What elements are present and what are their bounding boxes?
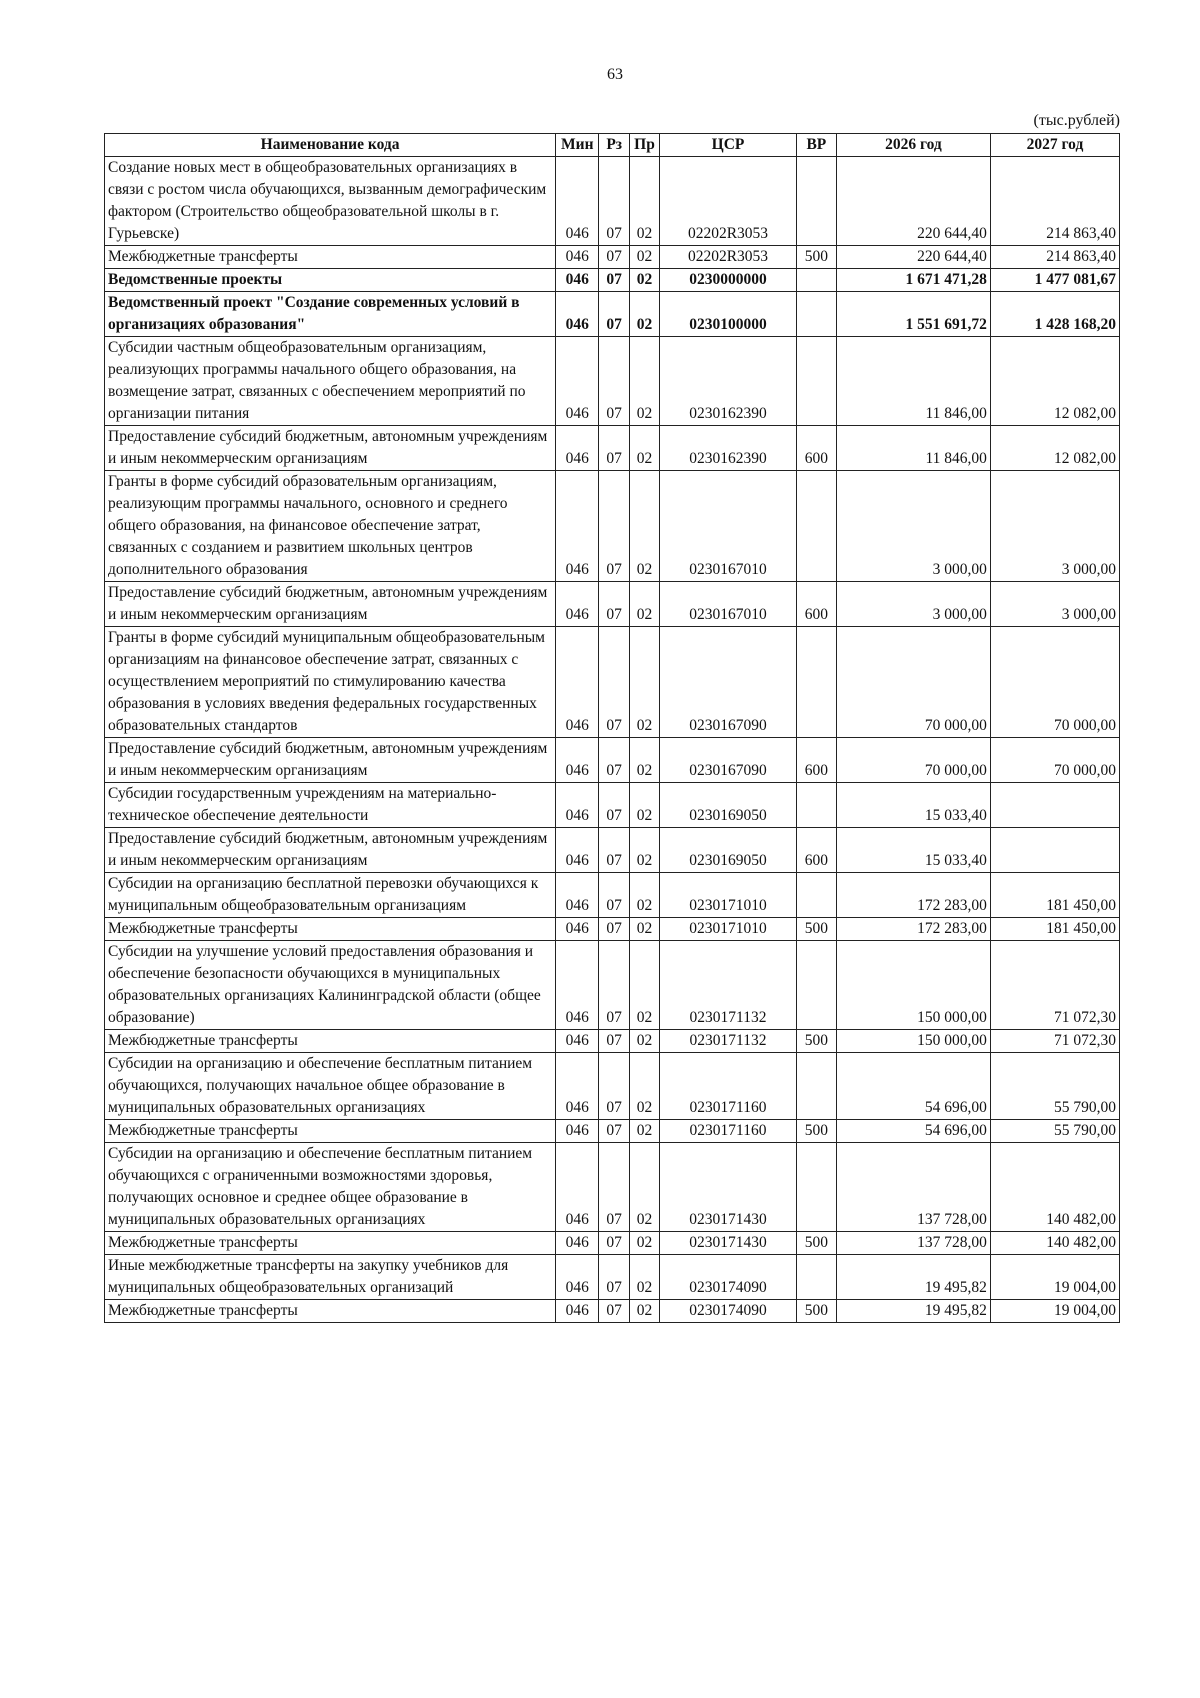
table-row <box>105 783 1120 828</box>
cell-y2027: 19 004,00 <box>990 1255 1119 1300</box>
table-row <box>105 941 1120 1030</box>
table-row <box>105 1255 1120 1300</box>
cell-rz: 07 <box>599 627 629 738</box>
cell-y2027: 71 072,30 <box>990 1030 1119 1053</box>
cell-min: 046 <box>556 471 599 582</box>
cell-name: Межбюджетные трансферты <box>105 918 556 941</box>
cell-y2026: 11 846,00 <box>836 426 990 471</box>
table-row <box>105 828 1120 873</box>
cell-y2027: 12 082,00 <box>990 337 1119 426</box>
cell-min: 046 <box>556 918 599 941</box>
cell-y2027: 12 082,00 <box>990 426 1119 471</box>
cell-pr: 02 <box>629 1030 659 1053</box>
cell-vr: 600 <box>796 738 836 783</box>
units-label: (тыс.рублей) <box>1033 112 1120 129</box>
cell-pr: 02 <box>629 337 659 426</box>
cell-pr: 02 <box>629 426 659 471</box>
cell-rz: 07 <box>599 1120 629 1143</box>
cell-y2027: 3 000,00 <box>990 582 1119 627</box>
cell-y2027: 181 450,00 <box>990 918 1119 941</box>
cell-vr <box>796 269 836 292</box>
cell-name: Межбюджетные трансферты <box>105 246 556 269</box>
cell-pr: 02 <box>629 1300 659 1323</box>
cell-min: 046 <box>556 292 599 337</box>
cell-min: 046 <box>556 1120 599 1143</box>
cell-y2026: 11 846,00 <box>836 337 990 426</box>
cell-y2026: 137 728,00 <box>836 1143 990 1232</box>
cell-csr: 0230171430 <box>660 1143 797 1232</box>
cell-pr: 02 <box>629 246 659 269</box>
cell-y2026: 19 495,82 <box>836 1255 990 1300</box>
cell-vr: 500 <box>796 1232 836 1255</box>
cell-vr <box>796 337 836 426</box>
cell-y2027: 70 000,00 <box>990 627 1119 738</box>
cell-csr: 0230167010 <box>660 471 797 582</box>
cell-y2027: 140 482,00 <box>990 1232 1119 1255</box>
cell-pr: 02 <box>629 828 659 873</box>
cell-pr: 02 <box>629 1120 659 1143</box>
cell-y2027: 55 790,00 <box>990 1053 1119 1120</box>
cell-csr: 02202R3053 <box>660 157 797 246</box>
cell-y2026: 150 000,00 <box>836 1030 990 1053</box>
cell-csr: 0230000000 <box>660 269 797 292</box>
cell-y2026: 70 000,00 <box>836 738 990 783</box>
cell-csr: 0230100000 <box>660 292 797 337</box>
cell-y2027 <box>990 828 1119 873</box>
cell-y2026: 3 000,00 <box>836 471 990 582</box>
cell-pr: 02 <box>629 941 659 1030</box>
cell-name: Ведомственные проекты <box>105 269 556 292</box>
cell-csr: 02202R3053 <box>660 246 797 269</box>
cell-y2027: 70 000,00 <box>990 738 1119 783</box>
cell-pr: 02 <box>629 1053 659 1120</box>
cell-rz: 07 <box>599 1030 629 1053</box>
cell-pr: 02 <box>629 157 659 246</box>
table-header-row <box>105 134 1120 157</box>
cell-y2027: 214 863,40 <box>990 157 1119 246</box>
cell-y2026: 54 696,00 <box>836 1053 990 1120</box>
table-row <box>105 873 1120 918</box>
cell-y2026: 172 283,00 <box>836 918 990 941</box>
cell-min: 046 <box>556 941 599 1030</box>
table-row <box>105 269 1120 292</box>
cell-rz: 07 <box>599 738 629 783</box>
cell-y2027: 181 450,00 <box>990 873 1119 918</box>
cell-pr: 02 <box>629 1143 659 1232</box>
cell-pr: 02 <box>629 627 659 738</box>
budget-table <box>104 133 1120 1323</box>
cell-y2027: 140 482,00 <box>990 1143 1119 1232</box>
cell-rz: 07 <box>599 918 629 941</box>
cell-rz: 07 <box>599 269 629 292</box>
cell-y2027 <box>990 783 1119 828</box>
cell-min: 046 <box>556 1030 599 1053</box>
cell-rz: 07 <box>599 246 629 269</box>
cell-vr: 500 <box>796 1300 836 1323</box>
cell-name: Субсидии частным общеобразовательным организациям, реализующих программы начального общего образования, на возмещение затрат, связанных с обеспечением мероприятий по организации питания <box>105 337 556 426</box>
cell-name: Субсидии на организацию и обеспечение бесплатным питанием обучающихся, получающих начальное общее образование в муниципальных образовательных организациях <box>105 1053 556 1120</box>
cell-vr: 500 <box>796 1030 836 1053</box>
cell-pr: 02 <box>629 783 659 828</box>
cell-y2027: 1 428 168,20 <box>990 292 1119 337</box>
cell-min: 046 <box>556 828 599 873</box>
cell-pr: 02 <box>629 1255 659 1300</box>
table-row <box>105 582 1120 627</box>
cell-vr: 600 <box>796 426 836 471</box>
cell-min: 046 <box>556 269 599 292</box>
cell-pr: 02 <box>629 873 659 918</box>
cell-name: Субсидии на организацию бесплатной перевозки обучающихся к муниципальным общеобразовательным организациям <box>105 873 556 918</box>
cell-name: Гранты в форме субсидий муниципальным общеобразовательным организациям на финансовое обеспечение затрат, связанных с осуществлением мероприятий по стимулированию качества образования в условиях введения федеральных государственных образовательных стандартов <box>105 627 556 738</box>
cell-rz: 07 <box>599 1053 629 1120</box>
cell-y2026: 220 644,40 <box>836 246 990 269</box>
cell-vr: 500 <box>796 918 836 941</box>
cell-rz: 07 <box>599 941 629 1030</box>
cell-pr: 02 <box>629 471 659 582</box>
header-2027: 2027 год <box>990 134 1119 157</box>
cell-min: 046 <box>556 426 599 471</box>
cell-y2026: 54 696,00 <box>836 1120 990 1143</box>
cell-vr <box>796 1255 836 1300</box>
cell-rz: 07 <box>599 1300 629 1323</box>
cell-min: 046 <box>556 157 599 246</box>
cell-min: 046 <box>556 246 599 269</box>
cell-name: Межбюджетные трансферты <box>105 1300 556 1323</box>
cell-csr: 0230174090 <box>660 1300 797 1323</box>
cell-rz: 07 <box>599 426 629 471</box>
cell-pr: 02 <box>629 738 659 783</box>
cell-rz: 07 <box>599 582 629 627</box>
cell-y2026: 15 033,40 <box>836 783 990 828</box>
cell-min: 046 <box>556 337 599 426</box>
header-2026: 2026 год <box>836 134 990 157</box>
cell-rz: 07 <box>599 828 629 873</box>
cell-y2027: 214 863,40 <box>990 246 1119 269</box>
cell-pr: 02 <box>629 292 659 337</box>
cell-y2027: 3 000,00 <box>990 471 1119 582</box>
cell-csr: 0230169050 <box>660 783 797 828</box>
cell-y2026: 172 283,00 <box>836 873 990 918</box>
header-csr: ЦСР <box>660 134 797 157</box>
cell-name: Предоставление субсидий бюджетным, автономным учреждениям и иным некоммерческим организациям <box>105 426 556 471</box>
cell-name: Субсидии государственным учреждениям на материально-техническое обеспечение деятельности <box>105 783 556 828</box>
cell-vr <box>796 471 836 582</box>
cell-vr: 600 <box>796 828 836 873</box>
cell-rz: 07 <box>599 337 629 426</box>
cell-rz: 07 <box>599 1232 629 1255</box>
cell-y2027: 19 004,00 <box>990 1300 1119 1323</box>
cell-name: Предоставление субсидий бюджетным, автономным учреждениям и иным некоммерческим организациям <box>105 828 556 873</box>
cell-rz: 07 <box>599 471 629 582</box>
cell-csr: 0230171160 <box>660 1120 797 1143</box>
cell-min: 046 <box>556 627 599 738</box>
table-row <box>105 1053 1120 1120</box>
table-row <box>105 918 1120 941</box>
cell-rz: 07 <box>599 1143 629 1232</box>
header-vr: ВР <box>796 134 836 157</box>
cell-y2026: 150 000,00 <box>836 941 990 1030</box>
table-row <box>105 1143 1120 1232</box>
table-row <box>105 426 1120 471</box>
cell-y2026: 70 000,00 <box>836 627 990 738</box>
cell-rz: 07 <box>599 1255 629 1300</box>
cell-name: Предоставление субсидий бюджетным, автономным учреждениям и иным некоммерческим организациям <box>105 582 556 627</box>
table-row <box>105 1232 1120 1255</box>
header-pr: Пр <box>629 134 659 157</box>
cell-vr: 600 <box>796 582 836 627</box>
cell-rz: 07 <box>599 157 629 246</box>
cell-csr: 0230171430 <box>660 1232 797 1255</box>
cell-vr: 500 <box>796 246 836 269</box>
table-row <box>105 246 1120 269</box>
cell-y2026: 3 000,00 <box>836 582 990 627</box>
cell-csr: 0230174090 <box>660 1255 797 1300</box>
cell-min: 046 <box>556 1143 599 1232</box>
cell-min: 046 <box>556 873 599 918</box>
cell-min: 046 <box>556 738 599 783</box>
cell-y2027: 71 072,30 <box>990 941 1119 1030</box>
table-row <box>105 471 1120 582</box>
cell-y2026: 1 671 471,28 <box>836 269 990 292</box>
cell-vr <box>796 783 836 828</box>
cell-name: Предоставление субсидий бюджетным, автономным учреждениям и иным некоммерческим организациям <box>105 738 556 783</box>
cell-pr: 02 <box>629 918 659 941</box>
cell-y2026: 220 644,40 <box>836 157 990 246</box>
cell-csr: 0230169050 <box>660 828 797 873</box>
cell-vr <box>796 1053 836 1120</box>
cell-name: Межбюджетные трансферты <box>105 1030 556 1053</box>
cell-vr <box>796 873 836 918</box>
cell-min: 046 <box>556 1053 599 1120</box>
cell-min: 046 <box>556 582 599 627</box>
cell-y2026: 19 495,82 <box>836 1300 990 1323</box>
cell-vr <box>796 627 836 738</box>
table-row <box>105 738 1120 783</box>
cell-csr: 0230162390 <box>660 426 797 471</box>
cell-y2026: 15 033,40 <box>836 828 990 873</box>
cell-name: Создание новых мест в общеобразовательных организациях в связи с ростом числа обучающихся, вызванным демографическим фактором (Строительство общеобразовательной школы в г. Гурьевске) <box>105 157 556 246</box>
header-rz: Рз <box>599 134 629 157</box>
cell-min: 046 <box>556 1232 599 1255</box>
table-row <box>105 1030 1120 1053</box>
cell-csr: 0230171132 <box>660 941 797 1030</box>
cell-csr: 0230171010 <box>660 918 797 941</box>
cell-vr <box>796 941 836 1030</box>
table-row <box>105 627 1120 738</box>
cell-name: Гранты в форме субсидий образовательным организациям, реализующим программы начального, основного и среднего общего образования, на финансовое обеспечение затрат, связанных с созданием и развитием школьных центров дополнительного образования <box>105 471 556 582</box>
cell-csr: 0230171132 <box>660 1030 797 1053</box>
cell-min: 046 <box>556 1255 599 1300</box>
cell-vr: 500 <box>796 1120 836 1143</box>
cell-y2027: 1 477 081,67 <box>990 269 1119 292</box>
cell-name: Ведомственный проект "Создание современных условий в организациях образования" <box>105 292 556 337</box>
cell-csr: 0230171160 <box>660 1053 797 1120</box>
table-row <box>105 1120 1120 1143</box>
cell-vr <box>796 292 836 337</box>
cell-min: 046 <box>556 1300 599 1323</box>
cell-y2026: 137 728,00 <box>836 1232 990 1255</box>
cell-pr: 02 <box>629 1232 659 1255</box>
cell-name: Межбюджетные трансферты <box>105 1120 556 1143</box>
cell-pr: 02 <box>629 269 659 292</box>
cell-rz: 07 <box>599 783 629 828</box>
cell-csr: 0230167010 <box>660 582 797 627</box>
cell-rz: 07 <box>599 873 629 918</box>
cell-y2026: 1 551 691,72 <box>836 292 990 337</box>
table-row <box>105 292 1120 337</box>
cell-pr: 02 <box>629 582 659 627</box>
cell-name: Иные межбюджетные трансферты на закупку учебников для муниципальных общеобразовательных организаций <box>105 1255 556 1300</box>
page-number: 63 <box>607 66 623 83</box>
cell-vr <box>796 1143 836 1232</box>
cell-name: Межбюджетные трансферты <box>105 1232 556 1255</box>
cell-csr: 0230162390 <box>660 337 797 426</box>
cell-min: 046 <box>556 783 599 828</box>
cell-csr: 0230167090 <box>660 627 797 738</box>
cell-y2027: 55 790,00 <box>990 1120 1119 1143</box>
cell-csr: 0230167090 <box>660 738 797 783</box>
header-name: Наименование кода <box>105 134 556 157</box>
table-row <box>105 1300 1120 1323</box>
cell-vr <box>796 157 836 246</box>
cell-name: Субсидии на организацию и обеспечение бесплатным питанием обучающихся с ограниченными возможностями здоровья, получающих основное и среднее общее образование в муниципальных образовательных организациях <box>105 1143 556 1232</box>
table-row <box>105 157 1120 246</box>
cell-csr: 0230171010 <box>660 873 797 918</box>
cell-rz: 07 <box>599 292 629 337</box>
table-row <box>105 337 1120 426</box>
cell-name: Субсидии на улучшение условий предоставления образования и обеспечение безопасности обучающихся в муниципальных образовательных организациях Калининградской области (общее образование) <box>105 941 556 1030</box>
header-min: Мин <box>556 134 599 157</box>
